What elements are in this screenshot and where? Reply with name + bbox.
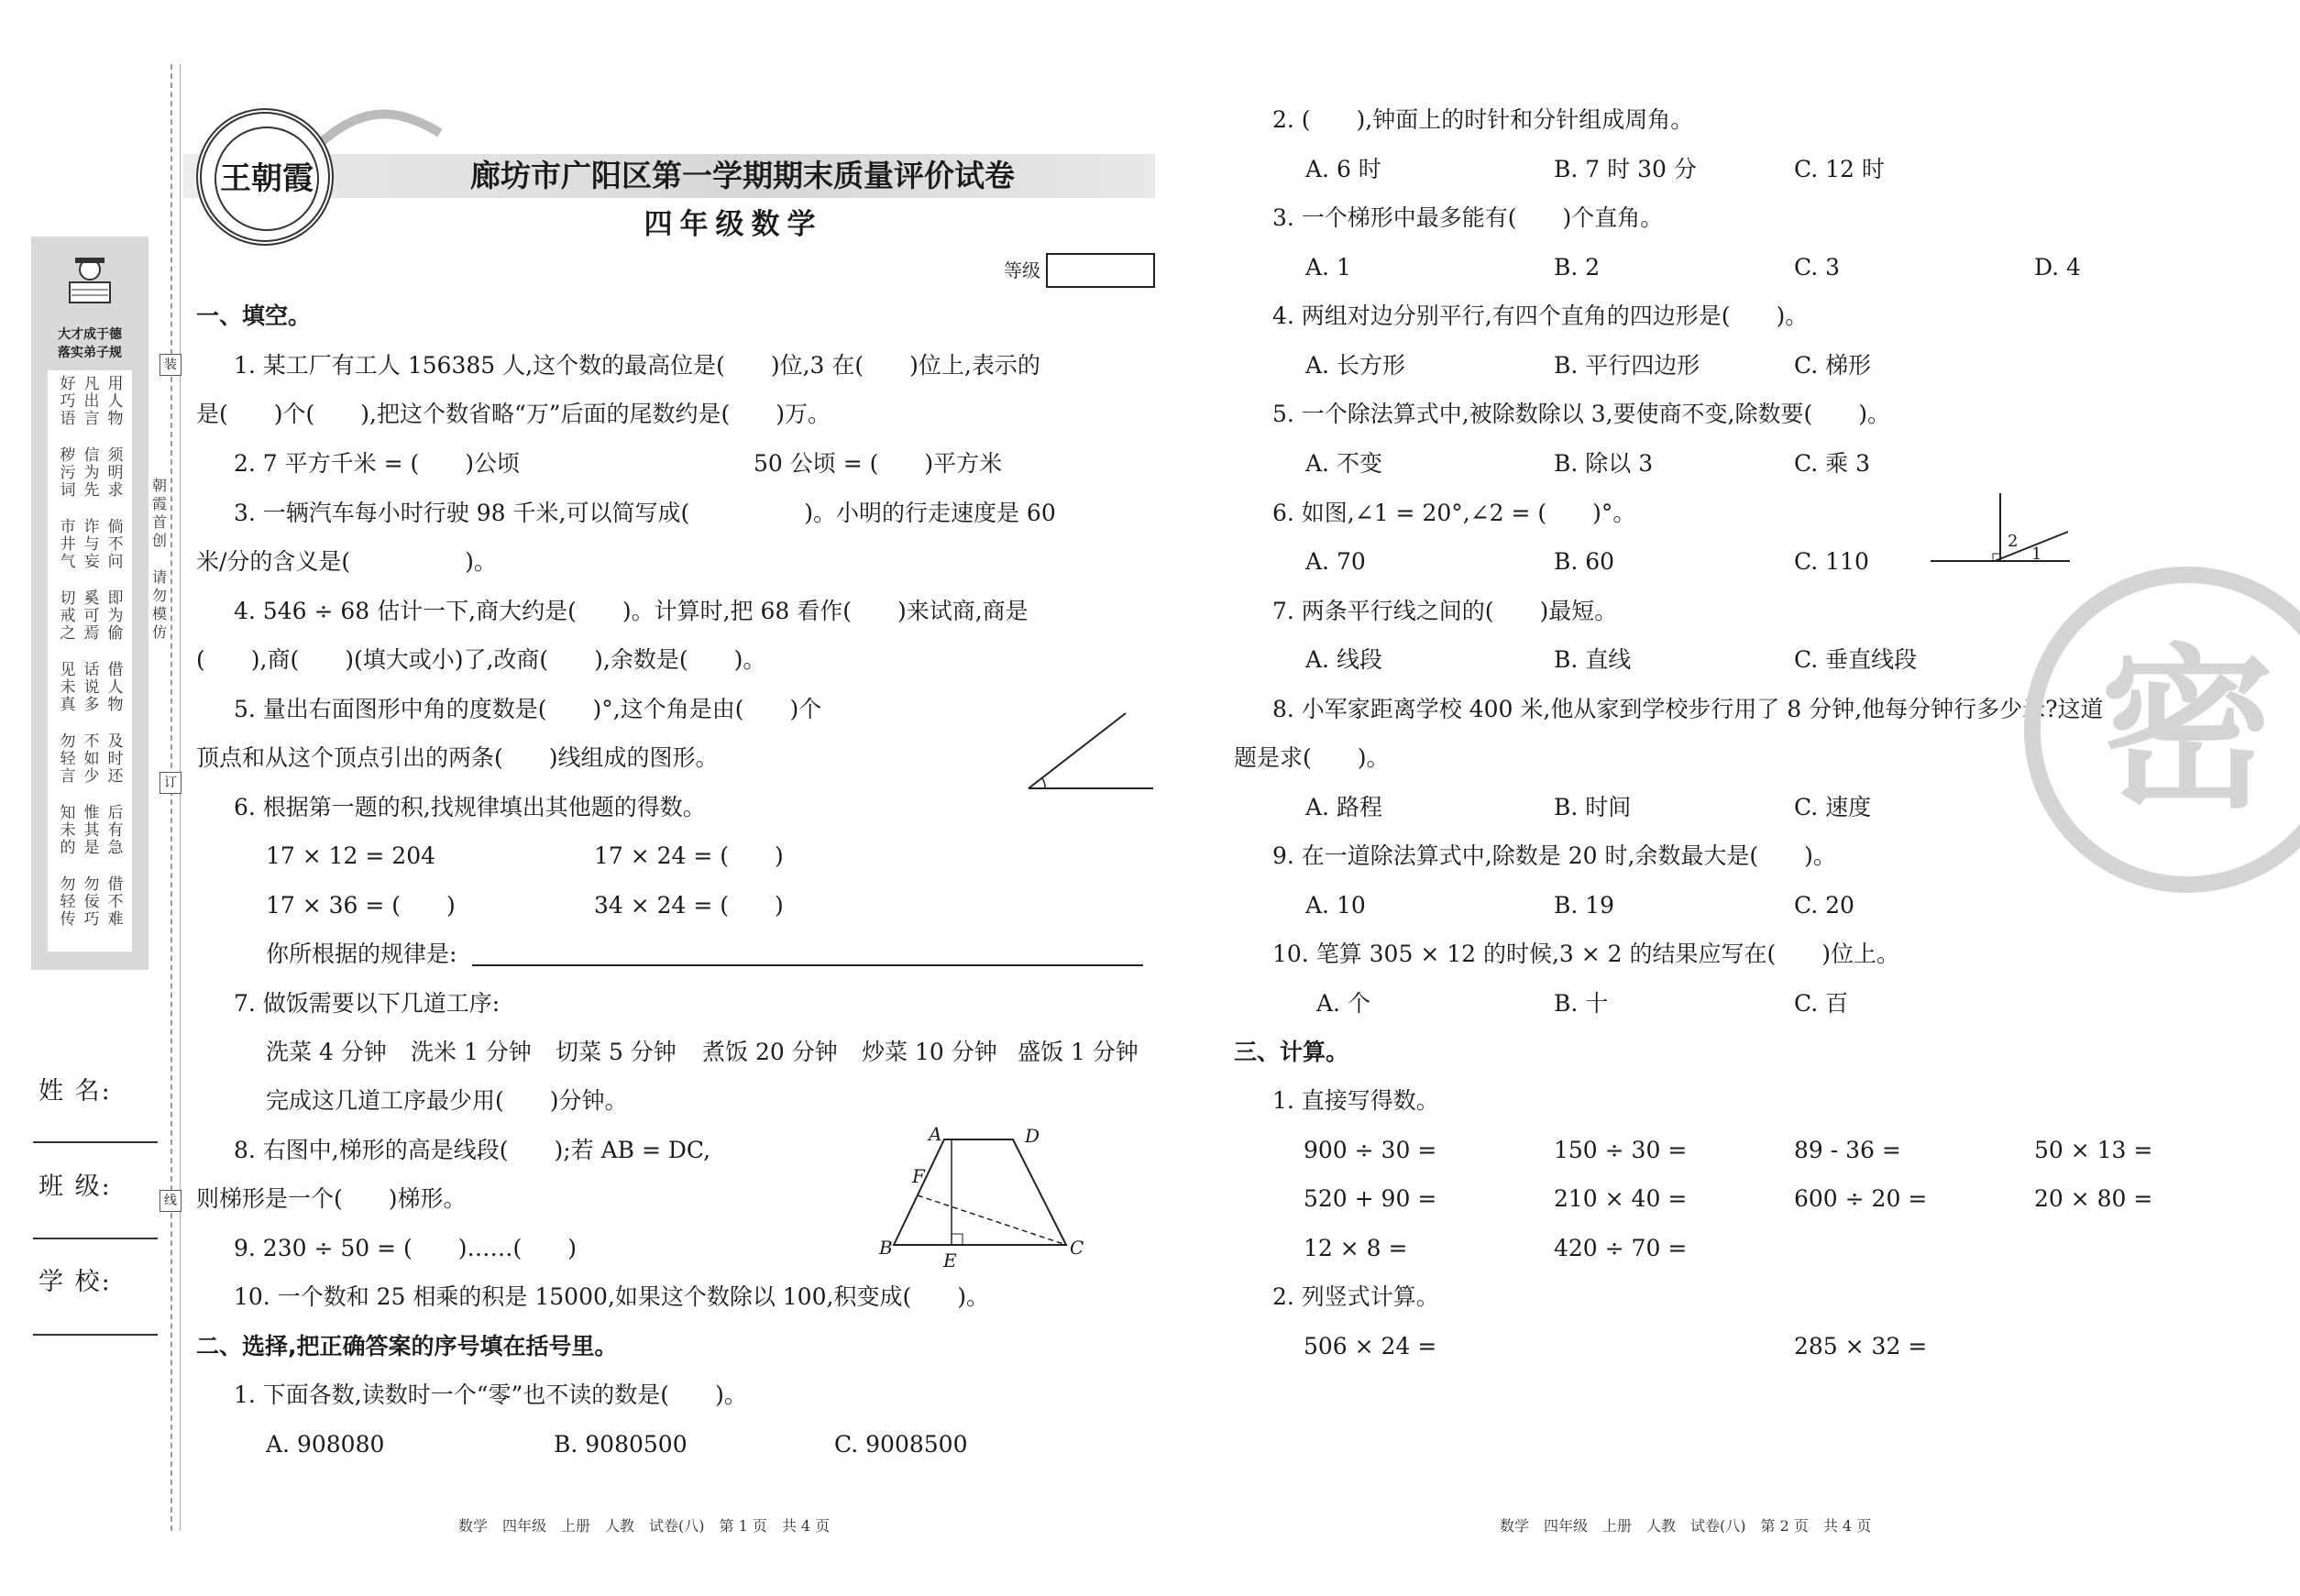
question-text: 1. 某工厂有工人 156385 人,这个数的最高位是( )位,3 在( )位上,表示的 — [234, 352, 1040, 379]
option: A. 路程 — [1305, 794, 1382, 820]
proverb-column: 借 不 难 — [107, 875, 124, 929]
question-text: 8. 右图中,梯形的高是线段( );若 AB = DC, — [234, 1137, 711, 1163]
step-item: 炒菜 10 分钟 — [862, 1039, 997, 1065]
section1-heading: 一、填空。 — [196, 303, 312, 329]
proverb-column: 信 为 先 — [83, 446, 100, 500]
step-item: 洗菜 4 分钟 — [266, 1039, 387, 1065]
oral-calc: 12 × 8 = — [1304, 1235, 1408, 1261]
question-text: ( ),商( )(填大或小)了,改商( ),余数是( )。 — [196, 646, 766, 673]
option: A. 长方形 — [1305, 352, 1405, 379]
proverb-column: 切 戒 之 — [60, 589, 76, 643]
angle-label: 2 — [2008, 532, 2019, 551]
equation: 17 × 24 = ( ) — [594, 842, 784, 869]
section3-heading: 三、计算。 — [1234, 1039, 1349, 1065]
option: B. 7 时 30 分 — [1554, 156, 1697, 182]
question-text: 9. 在一道除法算式中,除数是 20 时,余数最大是( )。 — [1272, 842, 1836, 869]
sidebar-panel — [31, 237, 149, 970]
vertex-label: A — [929, 1123, 942, 1145]
option: C. 乘 3 — [1794, 450, 1870, 477]
answer-line[interactable] — [472, 964, 1143, 966]
proverb-column: 须 明 求 — [107, 446, 124, 500]
option: B. 时间 — [1554, 794, 1632, 820]
question-text: 顶点和从这个顶点引出的两条( )线组成的图形。 — [196, 744, 719, 771]
equation: 17 × 12 = 204 — [266, 842, 436, 869]
option: A. 908080 — [266, 1431, 385, 1458]
cut-mark: 线 — [160, 1190, 182, 1212]
option: D. 4 — [2034, 254, 2081, 281]
question-text: 8. 小军家距离学校 400 米,他从家到学校步行用了 8 分钟,他每分钟行多少米?这道 — [1272, 696, 2104, 722]
option: A. 个 — [1316, 990, 1370, 1017]
equation: 17 × 36 = ( ) — [266, 892, 456, 919]
exam-subtitle: 四年级数学 — [644, 208, 823, 241]
option: B. 除以 3 — [1554, 450, 1654, 477]
binding-line — [180, 64, 181, 1531]
proverb-column: 后 有 急 — [107, 804, 124, 857]
confidential-stamp: 密 — [2024, 567, 2300, 893]
option: C. 110 — [1794, 548, 1869, 575]
school-label: 学 校: — [39, 1268, 112, 1296]
proverb-column: 用 人 物 — [107, 375, 124, 428]
sidebar-motto-2: 落实弟子规 — [58, 346, 122, 360]
school-line[interactable] — [33, 1334, 158, 1336]
vertex-label: F — [912, 1165, 925, 1187]
section2-heading: 二、选择,把正确答案的序号填在括号里。 — [196, 1333, 618, 1359]
oral-calc: 210 × 40 = — [1554, 1185, 1688, 1212]
proverb-column: 及 时 还 — [107, 732, 124, 786]
oral-calc: 50 × 13 = — [2034, 1137, 2153, 1163]
question-text: 4. 两组对边分别平行,有四个直角的四边形是( )。 — [1272, 303, 1809, 329]
question-text: 2. 列竖式计算。 — [1272, 1283, 1439, 1310]
cartoon-figure-icon — [62, 255, 117, 308]
proverb-column: 诈 与 妄 — [83, 518, 100, 571]
question-text: 5. 量出右面图形中角的度数是( )°,这个角是由( )个 — [234, 696, 822, 722]
oral-calc: 150 ÷ 30 = — [1554, 1137, 1688, 1163]
question-text: 4. 546 ÷ 68 估计一下,商大约是( )。计算时,把 68 看作( )来试商,商是 — [234, 598, 1029, 624]
option: A. 线段 — [1305, 646, 1382, 673]
option: B. 平行四边形 — [1554, 352, 1700, 379]
binding-dash-line — [171, 64, 172, 1531]
page-footer: 数学 四年级 上册 人教 试卷(八) 第 1 页 共 4 页 — [458, 1517, 831, 1535]
vertex-label: D — [1025, 1125, 1040, 1147]
proverb-column: 凡 出 言 — [83, 375, 100, 428]
oral-calc: 520 + 90 = — [1304, 1185, 1437, 1212]
oral-calc: 20 × 80 = — [2034, 1185, 2153, 1212]
question-text: 米/分的含义是( )。 — [196, 548, 497, 575]
option: B. 19 — [1554, 892, 1615, 919]
angle-figure — [1025, 708, 1155, 792]
class-line[interactable] — [33, 1238, 158, 1239]
option: B. 十 — [1554, 990, 1609, 1017]
proverb-column: 即 为 偷 — [107, 589, 124, 643]
sidebar-motto-1: 大才成于德 — [58, 327, 122, 342]
question-text: 50 公顷 = ( )平方米 — [754, 450, 1003, 477]
question-text: 10. 一个数和 25 相乘的积是 15000,如果这个数除以 100,积变成( )。 — [234, 1283, 989, 1310]
question-text: 7. 两条平行线之间的( )最短。 — [1272, 598, 1618, 624]
question-text: 1. 下面各数,读数时一个“零”也不读的数是( )。 — [234, 1381, 747, 1408]
name-line[interactable] — [33, 1141, 158, 1143]
question-text: 2. 7 平方千米 = ( )公顷 — [234, 450, 521, 477]
proverb-list — [48, 370, 132, 952]
option: B. 直线 — [1554, 646, 1632, 673]
vertical-calc: 285 × 32 = — [1794, 1333, 1928, 1359]
proverb-column: 倘 不 问 — [107, 518, 124, 571]
step-item: 洗米 1 分钟 — [411, 1039, 532, 1065]
vertex-label: B — [879, 1237, 893, 1259]
question-text: 6. 根据第一题的积,找规律填出其他题的得数。 — [234, 794, 706, 820]
option: B. 2 — [1554, 254, 1601, 281]
cut-mark: 订 — [160, 772, 182, 794]
option: A. 1 — [1305, 254, 1351, 281]
proverb-column: 不 如 少 — [83, 732, 100, 786]
proverb-column: 好 巧 语 — [60, 375, 76, 428]
proverb-column: 勿 轻 传 — [60, 875, 76, 929]
angle-label: 1 — [2031, 545, 2042, 564]
question-text: 5. 一个除法算式中,被除数除以 3,要使商不变,除数要( )。 — [1272, 401, 1891, 427]
question-text: 10. 笔算 305 × 12 的时候,3 × 2 的结果应写在( )位上。 — [1272, 941, 1900, 967]
option: A. 不变 — [1305, 450, 1382, 477]
oral-calc: 900 ÷ 30 = — [1304, 1137, 1437, 1163]
grade-box[interactable] — [1046, 253, 1155, 288]
option: C. 3 — [1794, 254, 1841, 281]
question-text: 6. 如图,∠1 = 20°,∠2 = ( )°。 — [1272, 500, 1636, 526]
question-text: 是( )个( ),把这个数省略“万”后面的尾数约是( )万。 — [196, 401, 831, 427]
option: C. 20 — [1794, 892, 1854, 919]
oral-calc: 89 - 36 = — [1794, 1137, 1901, 1163]
grade-label: 等级 — [1004, 259, 1040, 281]
option: A. 6 时 — [1305, 156, 1381, 182]
name-label: 姓 名: — [39, 1077, 112, 1106]
class-label: 班 级: — [39, 1172, 112, 1201]
proverb-column: 见 未 真 — [60, 661, 76, 714]
option: A. 10 — [1305, 892, 1366, 919]
vertical-note: 朝 霞 首 创 — [151, 477, 167, 549]
oral-calc: 420 ÷ 70 = — [1554, 1235, 1688, 1261]
vertex-label: E — [943, 1249, 957, 1271]
proverb-column: 借 人 物 — [107, 661, 124, 714]
question-text: 完成这几道工序最少用( )分钟。 — [266, 1087, 628, 1114]
question-text: 则梯形是一个( )梯形。 — [196, 1185, 467, 1212]
option: C. 百 — [1794, 990, 1849, 1017]
question-text: 2. ( ),钟面上的时针和分针组成周角。 — [1272, 106, 1694, 133]
proverb-column: 秽 污 词 — [60, 446, 76, 500]
exam-title: 廊坊市广阳区第一学期期末质量评价试卷 — [470, 158, 1015, 193]
proverb-column: 勿 佞 巧 — [83, 875, 100, 929]
trapezoid-figure — [875, 1123, 1086, 1272]
question-text: 3. 一辆汽车每小时行驶 98 千米,可以简写成( )。小明的行走速度是 60 — [234, 500, 1056, 526]
step-item: 盛饭 1 分钟 — [1018, 1039, 1139, 1065]
question-text: 1. 直接写得数。 — [1272, 1087, 1439, 1114]
cut-mark: 装 — [160, 354, 182, 376]
question-text: 3. 一个梯形中最多能有( )个直角。 — [1272, 204, 1664, 231]
proverb-column: 勿 轻 言 — [60, 732, 76, 786]
option: A. 70 — [1305, 548, 1366, 575]
option: C. 9008500 — [834, 1431, 968, 1458]
step-item: 煮饭 20 分钟 — [702, 1039, 838, 1065]
step-item: 切菜 5 分钟 — [556, 1039, 677, 1065]
page-footer: 数学 四年级 上册 人教 试卷(八) 第 2 页 共 4 页 — [1500, 1517, 1872, 1535]
option: B. 60 — [1554, 548, 1615, 575]
proverb-column: 奚 可 焉 — [83, 589, 100, 643]
proverb-column: 话 说 多 — [83, 661, 100, 714]
vertical-calc: 506 × 24 = — [1304, 1333, 1437, 1359]
proverb-column: 惟 其 是 — [83, 804, 100, 857]
option: C. 梯形 — [1794, 352, 1872, 379]
option: C. 速度 — [1794, 794, 1872, 820]
angle-figure — [1929, 491, 2074, 565]
question-text: 题是求( )。 — [1234, 744, 1390, 771]
equation: 34 × 24 = ( ) — [594, 892, 784, 919]
option: B. 9080500 — [554, 1431, 688, 1458]
question-text: 9. 230 ÷ 50 = ( )……( ) — [234, 1235, 578, 1261]
option: C. 12 时 — [1794, 156, 1885, 182]
vertex-label: C — [1070, 1237, 1084, 1259]
proverb-column: 市 井 气 — [60, 518, 76, 571]
question-text: 你所根据的规律是: — [266, 941, 457, 967]
vertical-note: 请 勿 模 仿 — [151, 568, 167, 641]
oral-calc: 600 ÷ 20 = — [1794, 1185, 1928, 1212]
brand-seal-logo: 王朝霞 — [196, 108, 334, 246]
option: C. 垂直线段 — [1794, 646, 1918, 673]
question-text: 7. 做饭需要以下几道工序: — [234, 990, 501, 1017]
proverb-column: 知 未 的 — [60, 804, 76, 857]
